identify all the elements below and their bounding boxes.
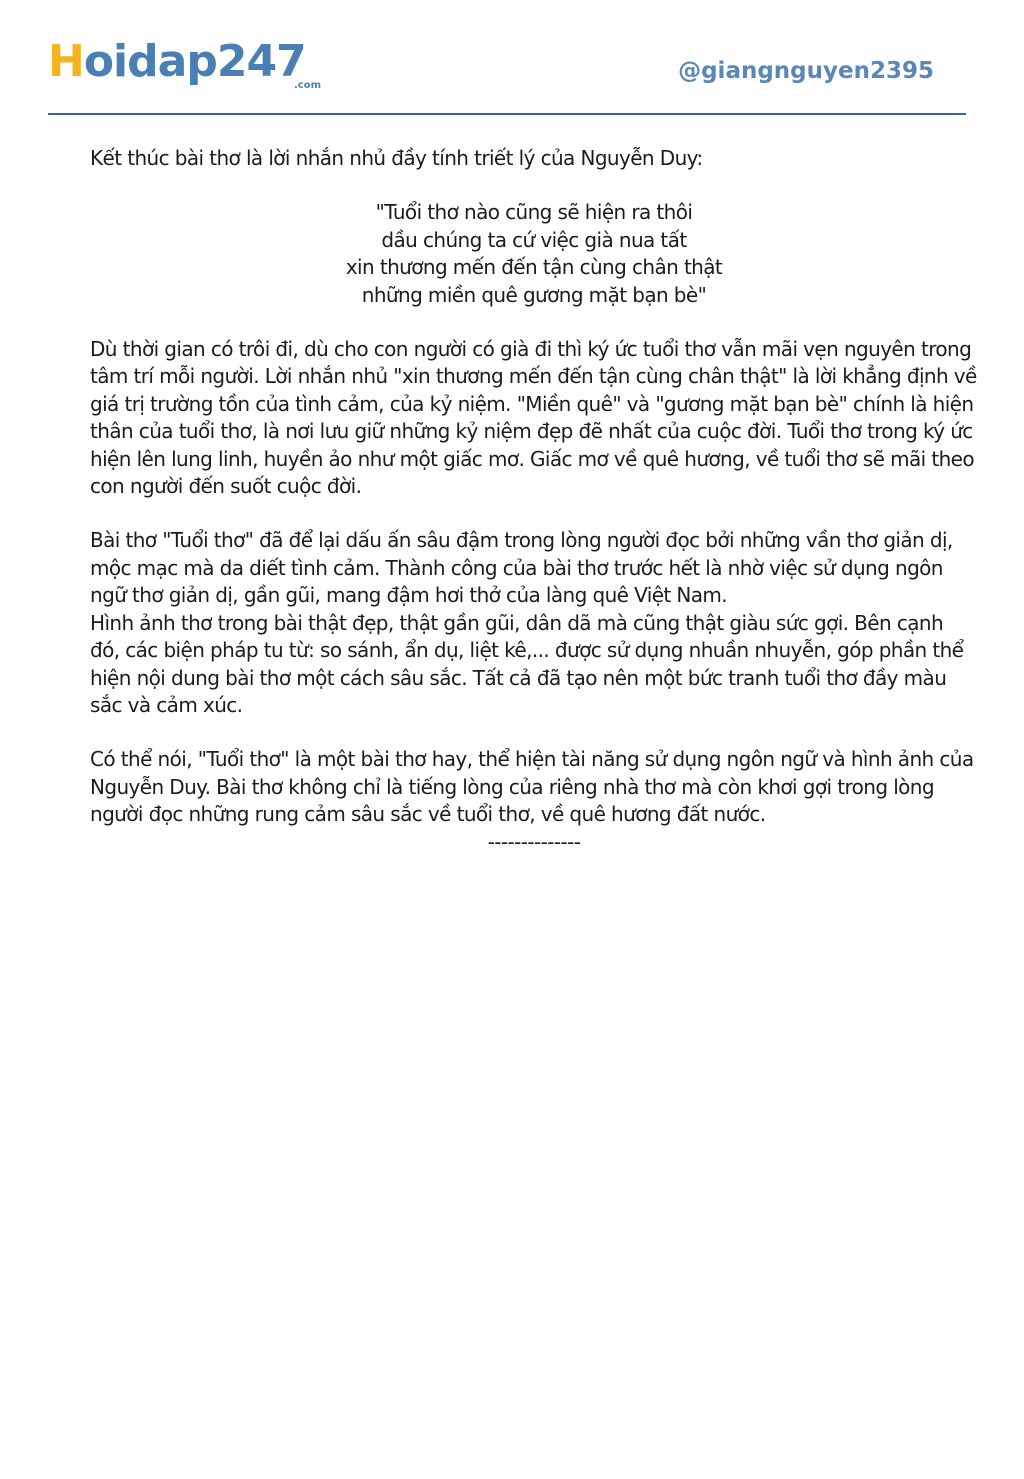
hoidap247-logo	[48, 36, 306, 88]
spacer	[90, 309, 978, 336]
spacer	[90, 172, 978, 199]
poem-line: "Tuổi thơ nào cũng sẽ hiện ra thôi	[375, 200, 693, 225]
intro-paragraph: Kết thúc bài thơ là lời nhắn nhủ đầy tính triết lý của Nguyễn Duy:	[90, 146, 703, 170]
logo-letter-h: H	[48, 36, 84, 87]
end-separator: --------------	[487, 829, 581, 854]
author-handle: @giangnguyen2395	[678, 58, 934, 84]
page-header	[48, 36, 966, 96]
spacer	[90, 719, 978, 746]
logo-domain-suffix: .com	[294, 80, 322, 91]
poem-line: xin thương mến đến tận cùng chân thật	[345, 255, 723, 280]
body-paragraph-1: Dù thời gian có trôi đi, dù cho con người có già đi thì ký ức tuổi thơ vẫn mãi vẹn nguyên trong tâm trí mỗi người. Lời nhắn nhủ "xin thương mến đến tận cùng chân thật" là lời khẳng định về giá trị trường tồn của tình cảm, của kỷ niệm. "Miền quê" và "gương mặt bạn bè" chính là hiện thân của tuổi thơ, là nơi lưu giữ những kỷ niệm đẹp đẽ nhất của cuộc đời. Tuổi thơ trong ký ức hiện lên lung linh, huyền ảo như một giấc mơ. Giấc mơ về quê hương, về tuổi thơ sẽ mãi theo con người đến suốt cuộc đời.	[90, 337, 977, 499]
body-paragraph-4: Có thể nói, "Tuổi thơ" là một bài thơ hay, thể hiện tài năng sử dụng ngôn ngữ và hình ảnh của Nguyễn Duy. Bài thơ không chỉ là tiếng lòng của riêng nhà thơ mà còn khơi gợi trong lòng người đọc những rung cảm sâu sắc về tuổi thơ, về quê hương đất nước.	[90, 747, 974, 827]
header-divider	[48, 113, 966, 115]
spacer	[90, 500, 978, 527]
body-paragraph-2: Bài thơ "Tuổi thơ" đã để lại dấu ấn sâu đậm trong lòng người đọc bởi những vần thơ giản dị, mộc mạc mà da diết tình cảm. Thành công của bài thơ trước hết là nhờ việc sử dụng ngôn ngữ thơ giản dị, gần gũi, mang đậm hơi thở của làng quê Việt Nam.	[90, 528, 953, 608]
document-body	[90, 145, 978, 856]
poem-quote	[90, 199, 978, 309]
logo-wordmark: oidap247	[83, 36, 306, 87]
poem-line: dầu chúng ta cứ việc già nua tất	[381, 227, 687, 252]
poem-line: những miền quê gương mặt bạn bè"	[361, 282, 707, 307]
body-paragraph-3: Hình ảnh thơ trong bài thật đẹp, thật gần gũi, dân dã mà cũng thật giàu sức gợi. Bên cạnh đó, các biện pháp tu từ: so sánh, ẩn dụ, liệt kê,... được sử dụng nhuần nhuyễn, góp phần thể hiện nội dung bài thơ một cách sâu sắc. Tất cả đã tạo nên một bức tranh tuổi thơ đầy màu sắc và cảm xúc.	[90, 610, 964, 717]
